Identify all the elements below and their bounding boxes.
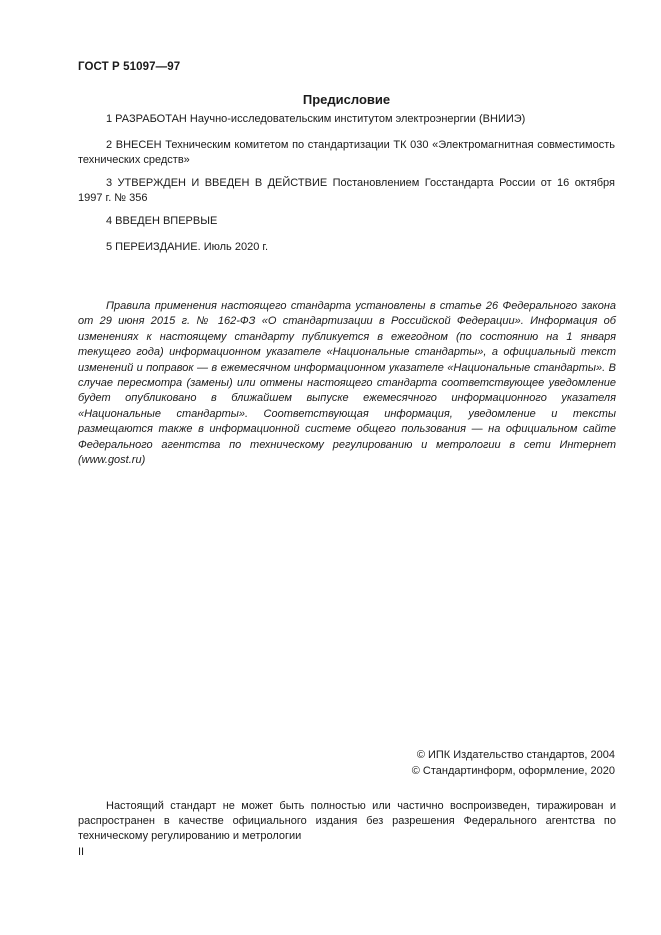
preface-item-1: 1 РАЗРАБОТАН Научно-исследовательским институтом электроэнергии (ВНИИЭ) — [106, 113, 526, 125]
copyright-publisher: © ИПК Издательство стандартов, 2004 — [416, 749, 615, 761]
document-id: ГОСТ Р 51097—97 — [78, 61, 181, 73]
page-title: Предисловие — [302, 92, 391, 107]
reproduction-notice: Настоящий стандарт не может быть полностью или частично воспроизведен, тиражирован и распространен в качестве официального издания без разрешения Федерального агентства по техническому регулированию и метрологии — [78, 800, 616, 843]
page-number: II — [78, 846, 85, 858]
preface-item-3: 3 УТВЕРЖДЕН И ВВЕДЕН В ДЕЙСТВИЕ Постановлением Госстандарта России от 16 октября 1997 г. № 356 — [78, 177, 615, 204]
preface-item-4: 4 ВВЕДЕН ВПЕРВЫЕ — [106, 215, 218, 227]
copyright-design: © Стандартинформ, оформление, 2020 — [411, 765, 615, 777]
preface-item-5: 5 ПЕРЕИЗДАНИЕ. Июль 2020 г. — [106, 241, 269, 253]
application-notice: Правила применения настоящего стандарта установлены в статье 26 Федерального закона от 29 июня 2015 г. № 162-ФЗ «О стандартизации в Российской Федерации». Информация об изменениях к настоящему стандарту публикуется в ежегодном (по состоянию на 1 января текущего года) информационном указателе «Национальные стандарты», а официальный текст изменений и поправок — в ежемесячном информационном указателе «Национальные стандарты». В случае пересмотра (замены) или отмены настоящего стандарта соответствующее уведомление будет опубликовано в ближайшем выпуске ежемесячного информационного указателя «Национальные стандарты». Соответствующая информация, уведомление и тексты размещаются также в информационной системе общего пользования — на официальном сайте Федерального агентства по техническому регулированию и метрологии в сети Интернет (www.gost.ru) — [78, 300, 616, 467]
preface-item-2: 2 ВНЕСЕН Техническим комитетом по стандартизации ТК 030 «Электромагнитная совместимость технических средств» — [78, 139, 615, 166]
